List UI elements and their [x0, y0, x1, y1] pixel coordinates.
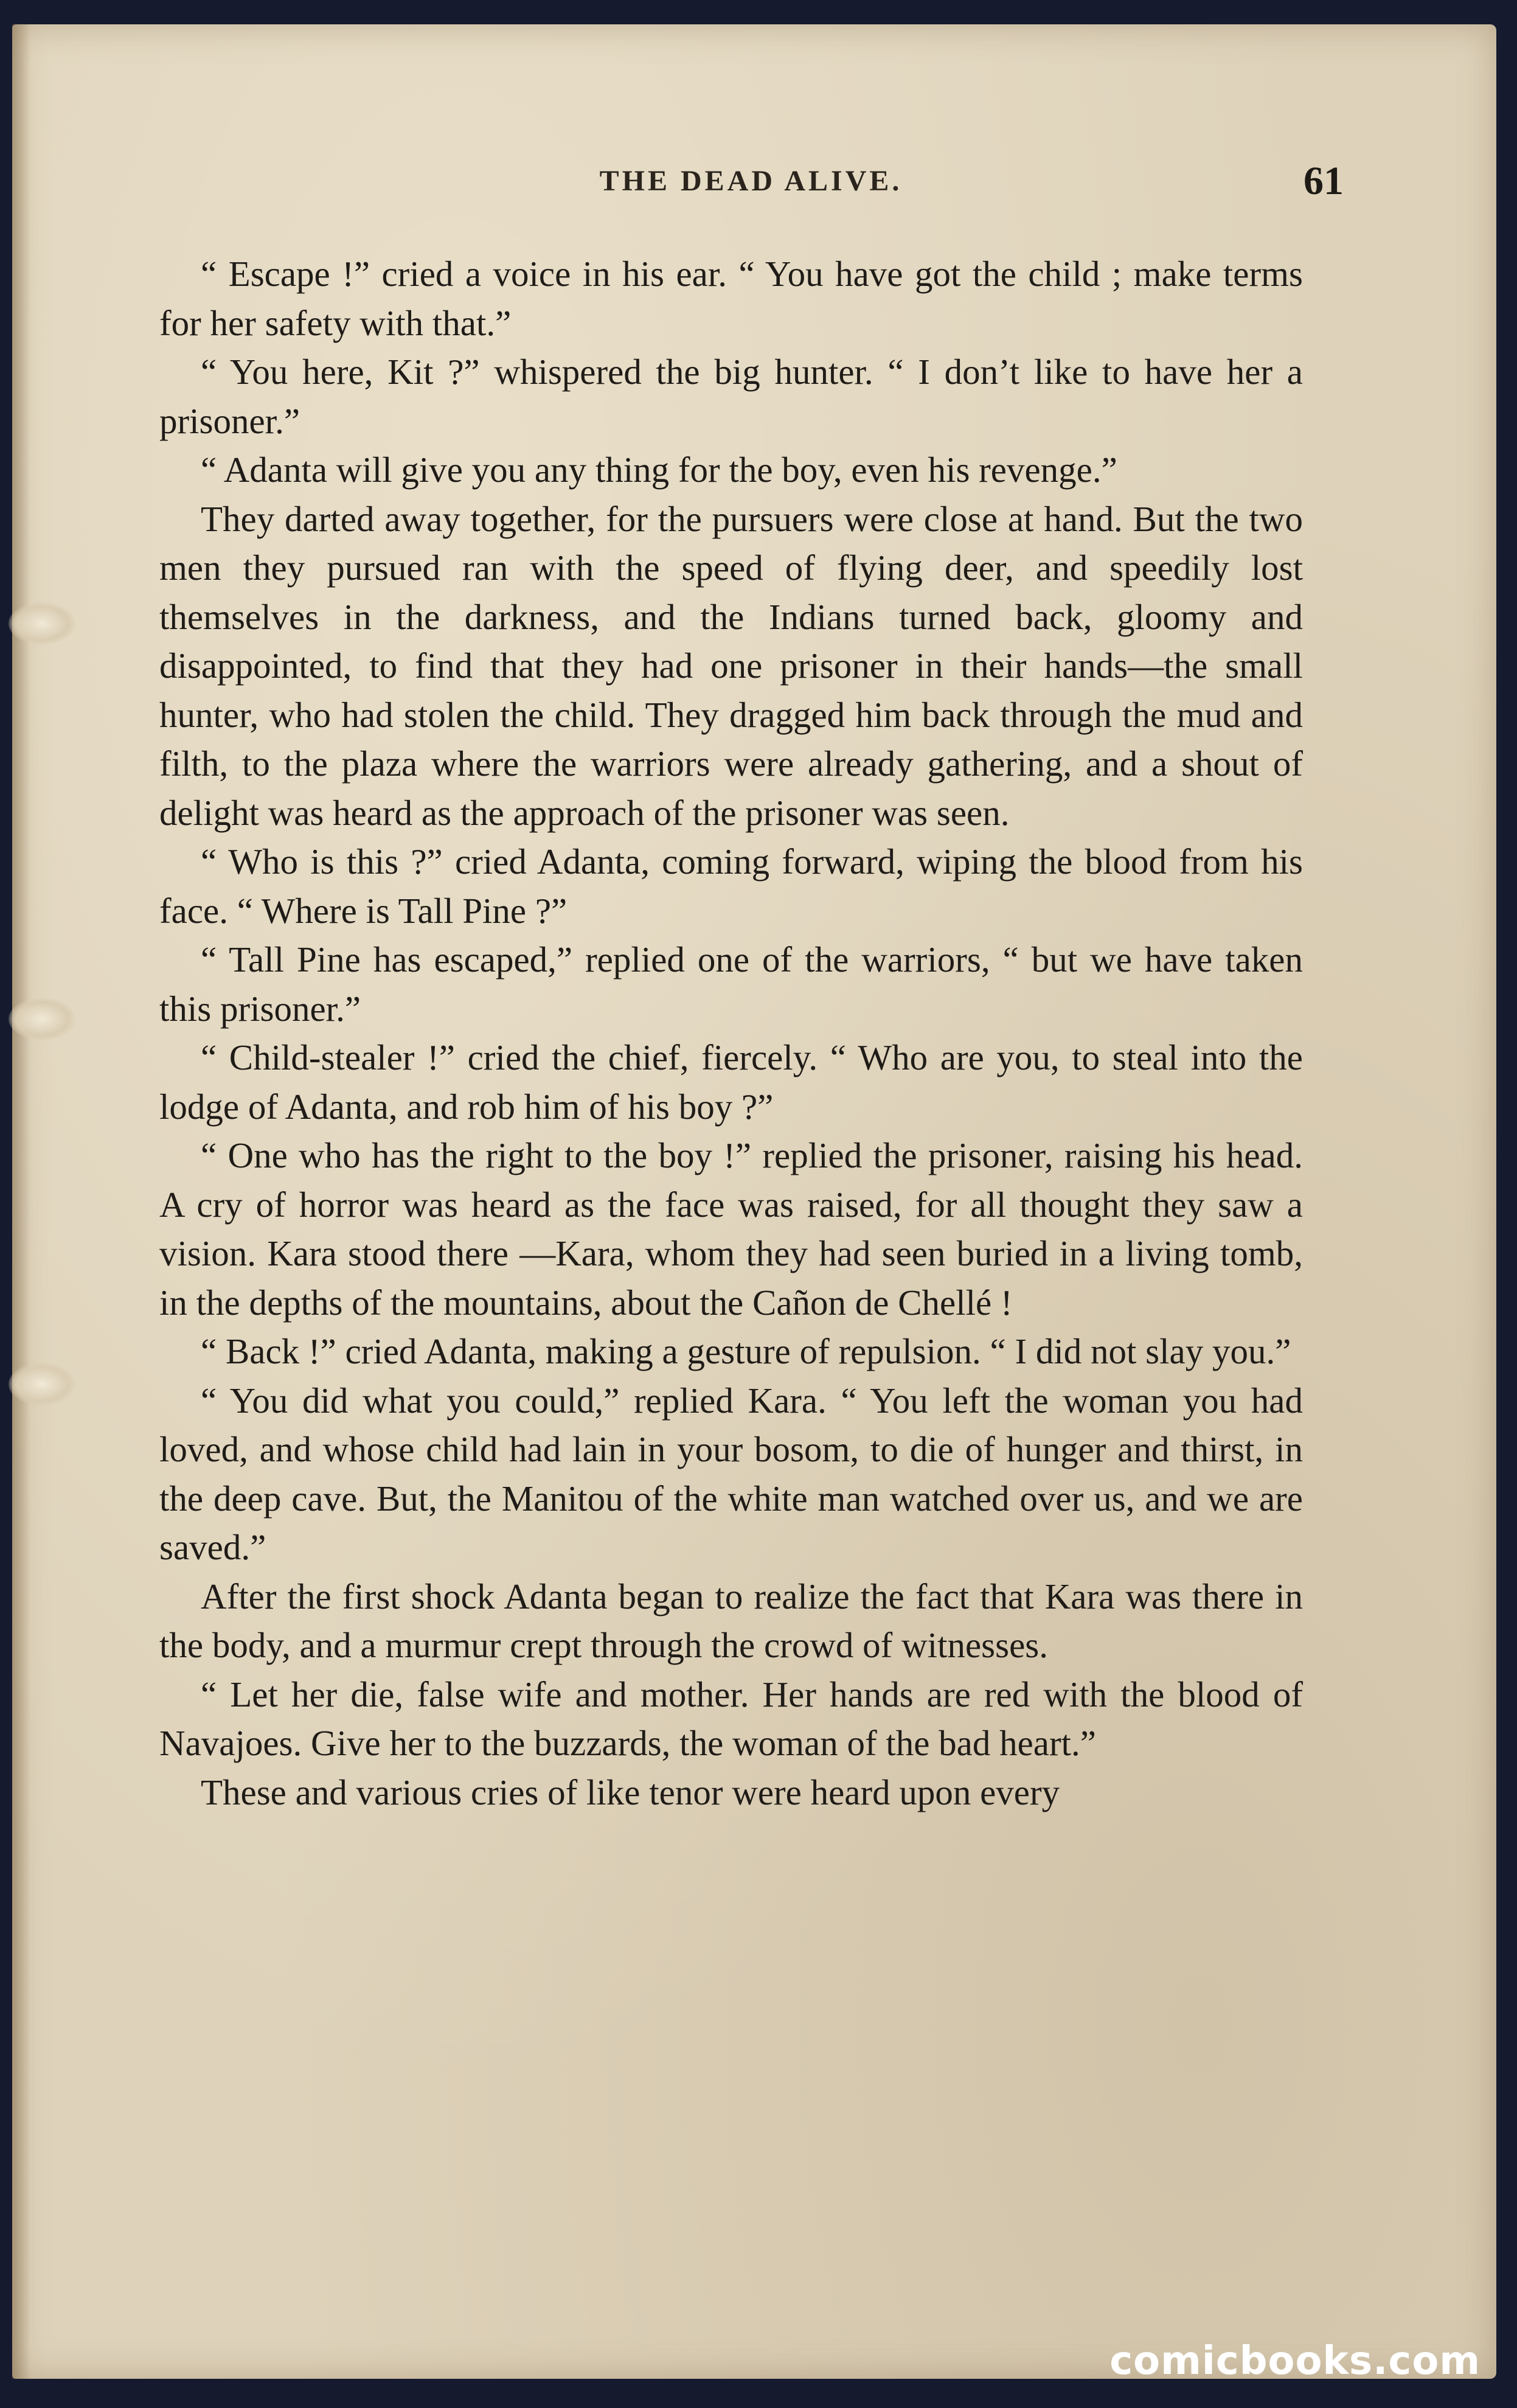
page-gutter-shadow	[12, 24, 30, 2379]
binding-stitch-hole	[9, 602, 75, 645]
binding-stitch-hole	[9, 998, 75, 1040]
page-header	[158, 159, 1344, 213]
paragraph: “ Let her die, false wife and mother. Her hands are red with the blood of Navajoes. Give her to the buzzards, the woman of the bad heart.”	[159, 1674, 1303, 1763]
paragraph: “ Adanta will give you any thing for the boy, even his revenge.”	[201, 450, 1117, 490]
paragraph: After the first shock Adanta began to realize the fact that Kara was there in the body, and a murmur crept through the crowd of witnesses.	[159, 1576, 1303, 1665]
binding-stitch-hole	[9, 1363, 75, 1405]
paragraph: “ One who has the right to the boy !” replied the prisoner, raising his head. A cry of horror was heard as the face was raised, for all thought they saw a vision. Kara stood there —Kara, whom they had seen buried in a living tomb, in the depths of the mountains, about the Cañon de Chellé !	[159, 1135, 1303, 1323]
paragraph: “ You here, Kit ?” whispered the big hunter. “ I don’t like to have her a prisoner.”	[159, 352, 1303, 441]
paragraph: These and various cries of like tenor were heard upon every	[201, 1772, 1060, 1812]
page-body	[159, 249, 1303, 1817]
paragraph: “ Back !” cried Adanta, making a gesture of repulsion. “ I did not slay you.”	[201, 1331, 1291, 1371]
paragraph: “ Escape !” cried a voice in his ear. “ You have got the child ; make terms for her safety with that.”	[159, 254, 1303, 343]
watermark: comicbooks.com	[1109, 2339, 1481, 2384]
paragraph: “ You did what you could,” replied Kara. “ You left the woman you had loved, and whose child had lain in your bosom, to die of hunger and thirst, in the deep cave. But, the Manitou of the white man watched over us, and we are saved.”	[159, 1380, 1303, 1567]
paragraph: They darted away together, for the pursuers were close at hand. But the two men they pursued ran with the speed of flying deer, and speedily lost themselves in the darkness, and the Indians turned back, gloomy and disappointed, to find that they had one prisoner in their hands—the small hunter, who had stolen the child. They dragged him back through the mud and filth, to the plaza where the warriors were already gathering, and a shout of delight was heard as the approach of the prisoner was seen.	[159, 498, 1303, 833]
running-head: THE DEAD ALIVE.	[599, 165, 903, 197]
paragraph: “ Tall Pine has escaped,” replied one of the warriors, “ but we have taken this prisoner.”	[159, 939, 1303, 1029]
paragraph: “ Child-stealer !” cried the chief, fiercely. “ Who are you, to steal into the lodge of Adanta, and rob him of his boy ?”	[159, 1037, 1303, 1127]
page-number: 61	[1304, 159, 1344, 203]
paragraph: “ Who is this ?” cried Adanta, coming forward, wiping the blood from his face. “ Where is Tall Pine ?”	[159, 841, 1303, 931]
